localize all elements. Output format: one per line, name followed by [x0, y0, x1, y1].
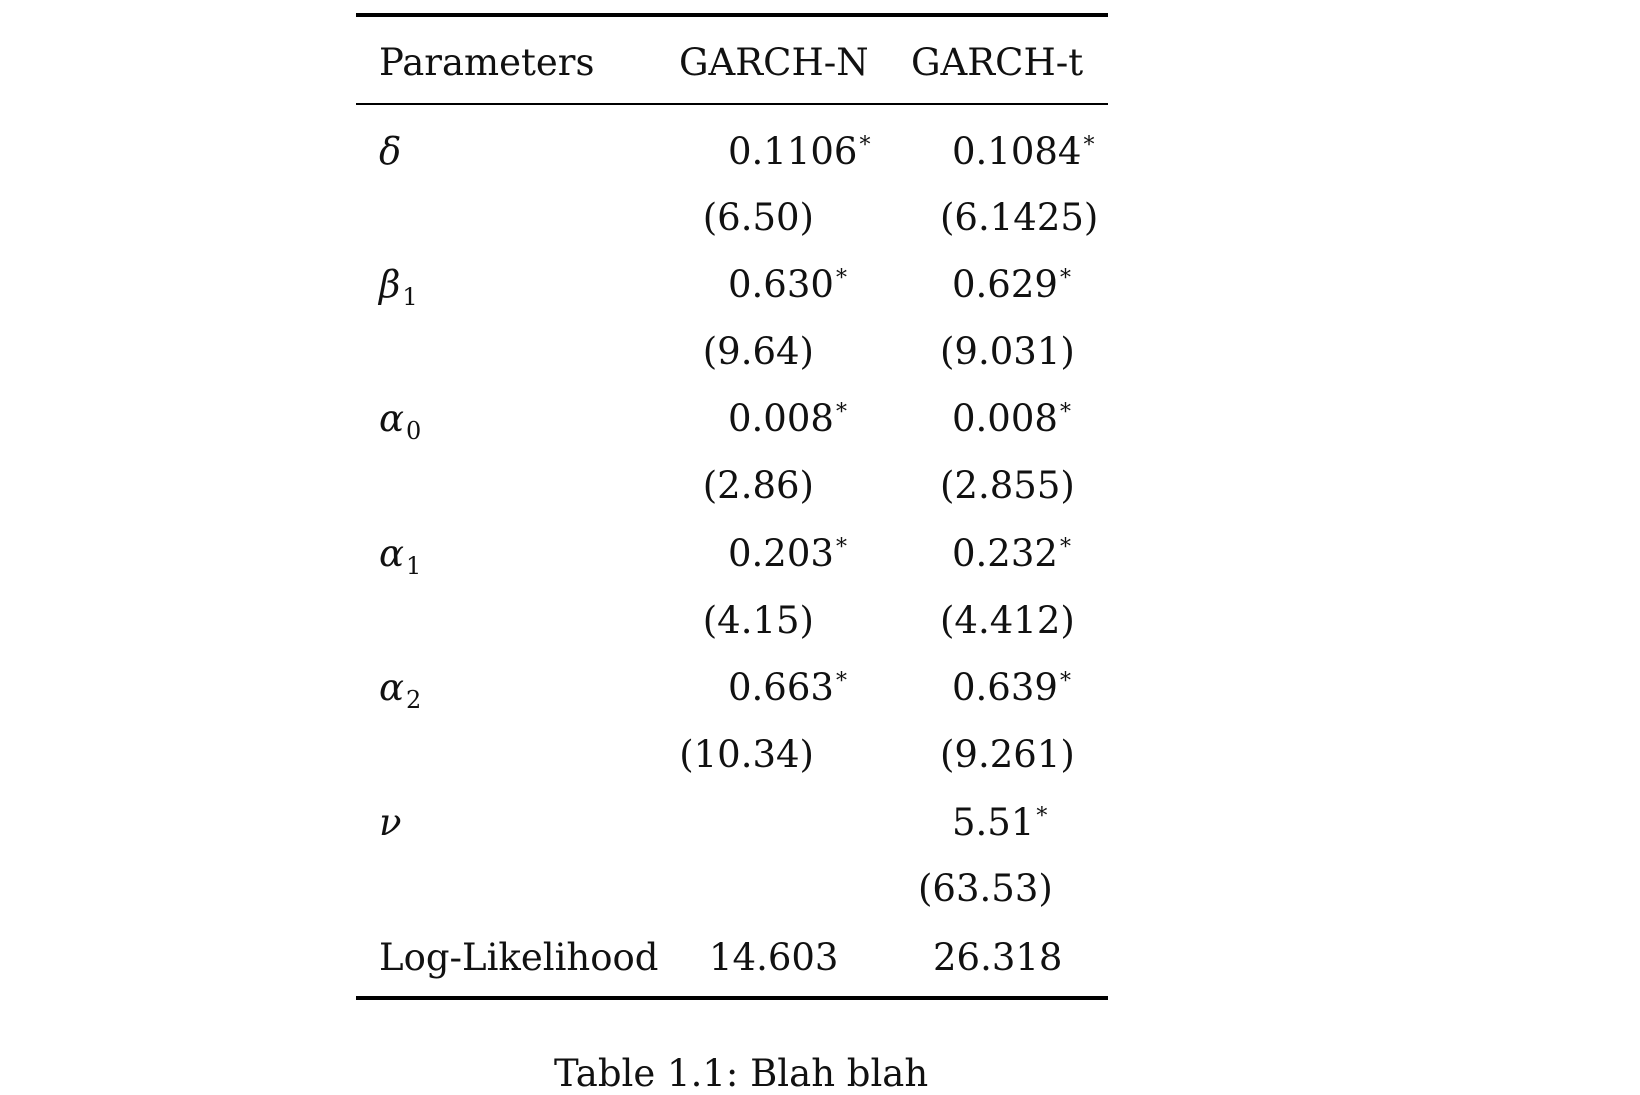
estimate-garch-n: [728, 130, 871, 173]
estimate-garch-t: [952, 130, 1095, 173]
param-alpha-0: [379, 397, 422, 445]
param-symbol: ν: [379, 801, 402, 844]
tstat-garch-t: (9.031): [940, 330, 1075, 373]
param-symbol: δ: [379, 130, 402, 173]
estimate-garch-t: [952, 666, 1071, 709]
header-garch-n: GARCH-N: [679, 41, 869, 84]
param-beta-1: [379, 263, 418, 311]
value: 0.008: [728, 397, 834, 440]
param-symbol: α: [379, 397, 404, 440]
value: 0.008: [952, 397, 1058, 440]
param-alpha-2: [379, 666, 422, 714]
tstat-garch-t: (2.855): [940, 464, 1075, 507]
estimate-garch-t: [952, 532, 1071, 575]
significance-star: *: [859, 133, 871, 158]
significance-star: *: [1059, 266, 1071, 291]
param-nu: [379, 801, 402, 844]
estimate-garch-t: [952, 801, 1048, 844]
tstat-garch-t: (4.412): [940, 599, 1075, 642]
top-rule: [356, 13, 1108, 17]
value: 5.51: [952, 801, 1035, 844]
value: 0.1084: [952, 130, 1082, 173]
param-subscript: 1: [402, 283, 418, 311]
tstat-garch-n: (6.50): [702, 196, 814, 239]
loglik-garch-n: 14.603: [709, 936, 839, 979]
table-caption: Table 1.1: Blah blah: [554, 1052, 929, 1095]
estimate-garch-t: [952, 263, 1071, 306]
bottom-rule: [356, 996, 1108, 1000]
tstat-garch-t: (9.261): [940, 733, 1075, 776]
tstat-garch-t: (6.1425): [940, 196, 1099, 239]
value: 0.639: [952, 666, 1058, 709]
estimate-garch-n: [728, 666, 847, 709]
significance-star: *: [1059, 400, 1071, 425]
tstat-garch-n: (9.64): [702, 330, 814, 373]
param-subscript: 2: [406, 686, 422, 714]
tstat-garch-n: (4.15): [702, 599, 814, 642]
param-symbol: α: [379, 666, 404, 709]
value: 0.203: [728, 532, 834, 575]
loglik-label: Log-Likelihood: [379, 936, 659, 979]
tstat-garch-n: (10.34): [679, 733, 814, 776]
significance-star: *: [835, 669, 847, 694]
significance-star: *: [1036, 804, 1048, 829]
value: 0.232: [952, 532, 1058, 575]
param-symbol: α: [379, 532, 404, 575]
header-garch-t: GARCH-t: [911, 41, 1084, 84]
estimate-garch-n: [728, 532, 847, 575]
param-subscript: 0: [406, 417, 422, 445]
param-symbol: β: [379, 263, 401, 306]
significance-star: *: [1059, 669, 1071, 694]
significance-star: *: [835, 535, 847, 560]
significance-star: *: [835, 400, 847, 425]
estimate-garch-n: [728, 397, 847, 440]
value: 0.1106: [728, 130, 858, 173]
value: 0.629: [952, 263, 1058, 306]
estimate-garch-n: [728, 263, 847, 306]
estimate-garch-t: [952, 397, 1071, 440]
tstat-garch-t: (63.53): [918, 867, 1053, 910]
param-alpha-1: [379, 532, 422, 580]
value: 0.663: [728, 666, 834, 709]
significance-star: *: [835, 266, 847, 291]
param-delta: [379, 130, 402, 173]
significance-star: *: [1059, 535, 1071, 560]
value: 0.630: [728, 263, 834, 306]
significance-star: *: [1083, 133, 1095, 158]
param-subscript: 1: [406, 552, 422, 580]
header-parameters: Parameters: [379, 41, 595, 84]
tstat-garch-n: (2.86): [702, 464, 814, 507]
header-rule: [356, 103, 1108, 105]
loglik-garch-t: 26.318: [933, 936, 1063, 979]
